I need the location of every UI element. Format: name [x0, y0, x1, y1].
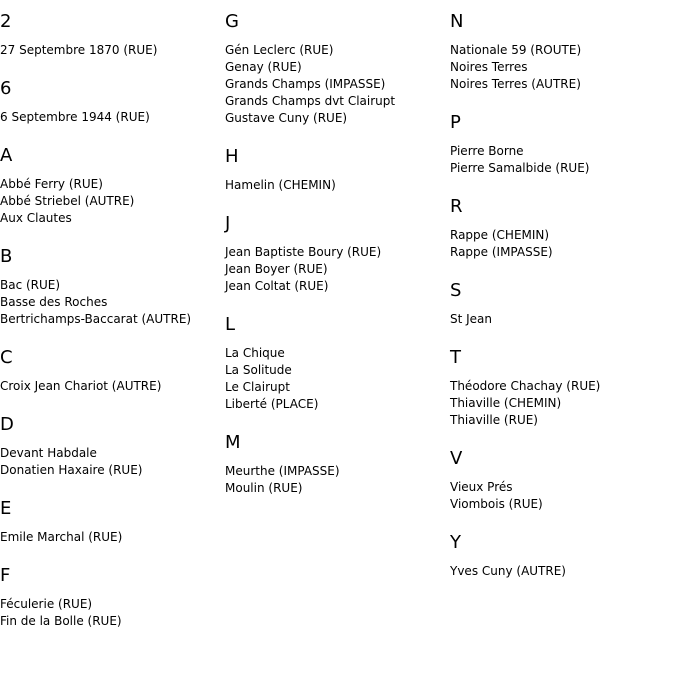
section-letter-heading: G	[225, 11, 239, 32]
letter-section	[225, 214, 445, 295]
letter-section	[0, 415, 220, 479]
street-name: Grands Champs dvt Clairupt	[225, 94, 396, 108]
street-list	[225, 42, 445, 127]
section-letter-heading: J	[225, 213, 231, 234]
section-letter-heading: N	[450, 11, 464, 32]
section-letter-heading: R	[450, 196, 463, 217]
index-column-1	[0, 0, 220, 650]
street-name: Genay (RUE)	[225, 60, 302, 74]
street-name: Meurthe (IMPASSE)	[225, 464, 340, 478]
street-name: Gén Leclerc (RUE)	[225, 43, 334, 57]
letter-section	[225, 315, 445, 413]
street-name: Gustave Cuny (RUE)	[225, 111, 348, 125]
street-list	[225, 244, 445, 295]
section-letter-heading: B	[0, 246, 13, 267]
street-name: La Solitude	[225, 363, 292, 377]
section-letter-heading: P	[450, 112, 461, 133]
letter-section	[0, 146, 220, 227]
section-letter-heading: L	[225, 314, 236, 335]
street-name: Noires Terres (AUTRE)	[450, 77, 581, 91]
section-letter-heading: E	[0, 498, 12, 519]
street-name: Emile Marchal (RUE)	[0, 530, 123, 544]
street-list	[225, 345, 445, 413]
street-name: Pierre Borne	[450, 144, 524, 158]
street-name: 27 Septembre 1870 (RUE)	[0, 43, 158, 57]
street-name: Théodore Chachay (RUE)	[450, 379, 601, 393]
street-list	[450, 563, 670, 580]
street-list	[450, 311, 670, 328]
letter-section	[450, 533, 670, 580]
street-list	[450, 227, 670, 261]
letter-section	[450, 281, 670, 328]
letter-section	[450, 12, 670, 93]
street-name: Fin de la Bolle (RUE)	[0, 614, 122, 628]
section-letter-heading: A	[0, 145, 13, 166]
street-name: Le Clairupt	[225, 380, 290, 394]
street-list	[0, 109, 220, 126]
letter-section	[450, 348, 670, 429]
letter-section	[0, 247, 220, 328]
street-name: Jean Coltat (RUE)	[225, 279, 329, 293]
street-name: Yves Cuny (AUTRE)	[450, 564, 566, 578]
street-name: Basse des Roches	[0, 295, 108, 309]
street-name: St Jean	[450, 312, 493, 326]
street-name: Thiaville (CHEMIN)	[450, 396, 562, 410]
section-letter-heading: H	[225, 146, 239, 167]
letter-section	[0, 499, 220, 546]
letter-section	[450, 197, 670, 261]
street-name: Moulin (RUE)	[225, 481, 303, 495]
letter-section	[450, 113, 670, 177]
street-name: Bac (RUE)	[0, 278, 61, 292]
street-name: 6 Septembre 1944 (RUE)	[0, 110, 150, 124]
section-letter-heading: 2	[0, 11, 12, 32]
letter-section	[225, 147, 445, 194]
street-name: Jean Boyer (RUE)	[225, 262, 328, 276]
section-letter-heading: 6	[0, 78, 12, 99]
section-letter-heading: M	[225, 432, 241, 453]
street-name: Jean Baptiste Boury (RUE)	[225, 245, 382, 259]
street-name: Grands Champs (IMPASSE)	[225, 77, 386, 91]
section-letter-heading: Y	[450, 532, 461, 553]
street-name: Rappe (IMPASSE)	[450, 245, 553, 259]
street-name: Pierre Samalbide (RUE)	[450, 161, 590, 175]
letter-section	[450, 449, 670, 513]
street-list	[0, 596, 220, 630]
section-letter-heading: S	[450, 280, 462, 301]
street-list	[0, 42, 220, 59]
street-name: Liberté (PLACE)	[225, 397, 319, 411]
street-list	[450, 479, 670, 513]
street-list	[450, 143, 670, 177]
street-name: Nationale 59 (ROUTE)	[450, 43, 582, 57]
index-column-3	[450, 0, 670, 600]
street-name: Thiaville (RUE)	[450, 413, 538, 427]
street-list	[0, 176, 220, 227]
street-name: Devant Habdale	[0, 446, 97, 460]
street-list	[0, 277, 220, 328]
street-list	[450, 378, 670, 429]
street-list	[450, 42, 670, 93]
street-name: Noires Terres	[450, 60, 528, 74]
street-name: Rappe (CHEMIN)	[450, 228, 550, 242]
street-name: Vieux Prés	[450, 480, 513, 494]
street-name: Hamelin (CHEMIN)	[225, 178, 336, 192]
letter-section	[225, 12, 445, 127]
index-column-2	[225, 0, 445, 517]
letter-section	[0, 79, 220, 126]
section-letter-heading: F	[0, 565, 11, 586]
street-name: Croix Jean Chariot (AUTRE)	[0, 379, 162, 393]
street-list	[0, 529, 220, 546]
letter-section	[225, 433, 445, 497]
street-list	[225, 463, 445, 497]
street-name: La Chique	[225, 346, 285, 360]
street-name: Abbé Striebel (AUTRE)	[0, 194, 135, 208]
section-letter-heading: T	[450, 347, 461, 368]
street-name: Donatien Haxaire (RUE)	[0, 463, 143, 477]
section-letter-heading: C	[0, 347, 13, 368]
street-list	[225, 177, 445, 194]
street-name: Bertrichamps-Baccarat (AUTRE)	[0, 312, 192, 326]
street-list	[0, 445, 220, 479]
section-letter-heading: V	[450, 448, 463, 469]
letter-section	[0, 348, 220, 395]
letter-section	[0, 12, 220, 59]
street-name: Aux Clautes	[0, 211, 72, 225]
section-letter-heading: D	[0, 414, 14, 435]
street-name: Viombois (RUE)	[450, 497, 543, 511]
letter-section	[0, 566, 220, 630]
street-name: Féculerie (RUE)	[0, 597, 93, 611]
street-name: Abbé Ferry (RUE)	[0, 177, 103, 191]
street-list	[0, 378, 220, 395]
